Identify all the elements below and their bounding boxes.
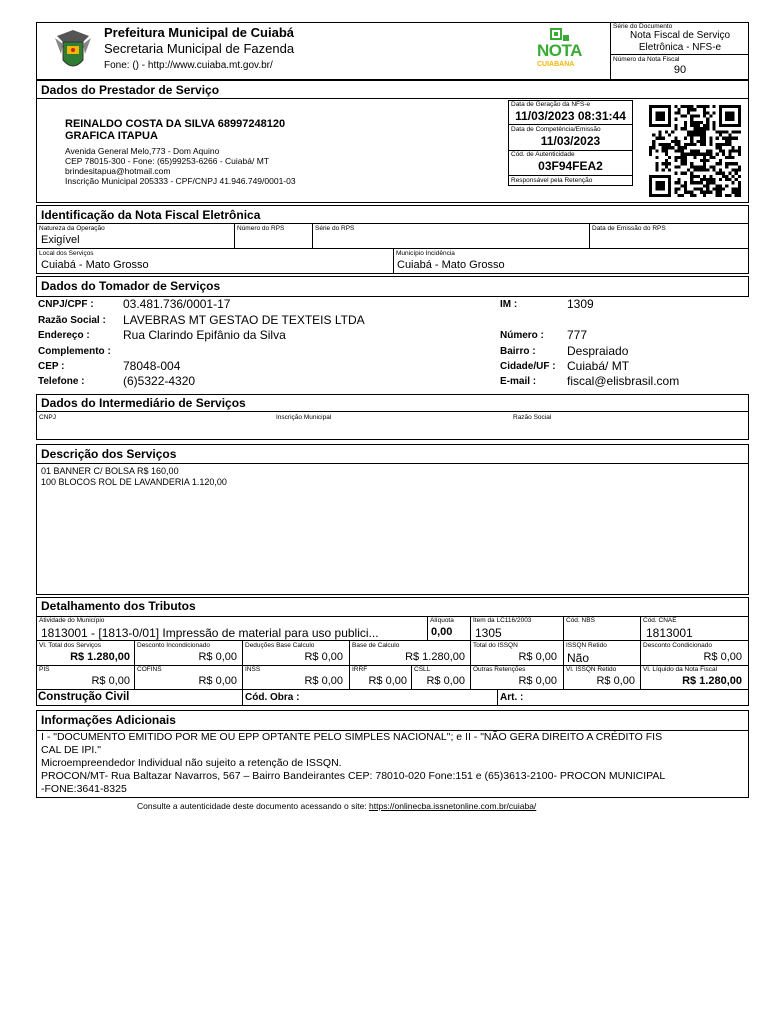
prestador-fantasy: GRAFICA ITAPUA	[65, 130, 158, 142]
serie-value-1: Nota Fiscal de Serviço	[629, 30, 731, 41]
cnae-label: Cód. CNAE	[643, 617, 677, 624]
prestador-cep-phone: CEP 78015-300 - Fone: (65)99253-6266 - Cuiabá/ MT	[65, 156, 269, 166]
numero-value: 777	[567, 328, 588, 342]
endereco-label: Endereço :	[38, 330, 90, 341]
adicionais-line-4: PROCON/MT- Rua Baltazar Navarros, 567 – Bairro Bandeirantes CEP: 78010-020 Fone:151 e (65)3613-2100- PROCON MUNICIPAL	[41, 770, 666, 782]
telefone-label: Telefone :	[38, 376, 85, 387]
aliquota-label: Alíquota	[430, 617, 454, 624]
city-crest-logo	[53, 28, 93, 74]
adicionais-line-2: CAL DE IPI."	[41, 744, 101, 756]
total-servicos-value: R$ 1.280,00	[70, 651, 130, 663]
irrf-label: IRRF	[352, 666, 368, 673]
cofins-value: R$ 0,00	[198, 675, 237, 687]
tomador-title: Dados do Tomador de Serviços	[41, 279, 221, 293]
dept-name: Secretaria Municipal de Fazenda	[104, 41, 295, 56]
adicionais-line-1: I - "DOCUMENTO EMITIDO POR ME OU EPP OPTANTE PELO SIMPLES NACIONAL"; e II - "NÃO GERA DIREITO A CRÉDITO FIS	[41, 731, 663, 743]
desc-incond-label: Desconto Incondicionado	[137, 642, 210, 649]
prestador-name: REINALDO COSTA DA SILVA 68997248120	[65, 118, 286, 130]
cnpj-label: CNPJ/CPF :	[38, 299, 94, 310]
cidade-label: Cidade/UF :	[500, 361, 556, 372]
autenticidade-value: 03F94FEA2	[538, 159, 603, 173]
autenticidade-label: Cód. de Autenticidade	[511, 151, 575, 158]
prestador-inscricao: Inscrição Municipal 205333 - CPF/CNPJ 41.946.749/0001-03	[65, 176, 296, 186]
natureza-value: Exigível	[41, 234, 80, 246]
vl-issqn-retido-value: R$ 0,00	[596, 675, 635, 687]
item-value: 1305	[475, 626, 502, 640]
adicionais-title: Informações Adicionais	[41, 713, 176, 727]
data-rps-label: Data de Emissão do RPS	[592, 225, 666, 232]
bairro-value: Despraiado	[567, 344, 629, 358]
email-value: fiscal@elisbrasil.com	[567, 374, 680, 388]
intermediario-inscricao-label: Inscrição Municipal	[276, 414, 332, 421]
cep-label: CEP :	[38, 361, 65, 372]
qr-code	[648, 105, 742, 197]
natureza-label: Natureza da Operação	[39, 225, 105, 232]
deducoes-value: R$ 0,00	[304, 651, 343, 663]
total-issqn-label: Total do ISSQN	[473, 642, 518, 649]
inss-label: INSS	[245, 666, 261, 673]
geracao-value: 11/03/2023 08:31:44	[515, 109, 626, 123]
complemento-label: Complemento :	[38, 346, 111, 357]
numero-rps-label: Número do RPS	[237, 225, 285, 232]
deducoes-label: Deduções Base Calculo	[245, 642, 315, 649]
intermediario-title: Dados do Intermediário de Serviços	[41, 396, 246, 410]
im-label: IM :	[500, 299, 518, 310]
atividade-label: Atividade do Município	[39, 617, 105, 624]
art-label: Art. :	[500, 692, 524, 703]
liquido-value: R$ 1.280,00	[682, 675, 742, 687]
cidade-value: Cuiabá/ MT	[567, 359, 630, 373]
serie-label: Série do Documento	[613, 23, 673, 30]
adicionais-line-5: -FONE:3641-8325	[41, 783, 127, 795]
identificacao-title: Identificação da Nota Fiscal Eletrônica	[41, 208, 261, 222]
desc-incond-value: R$ 0,00	[198, 651, 237, 663]
tributos-title: Detalhamento dos Tributos	[41, 599, 196, 613]
outras-value: R$ 0,00	[518, 675, 557, 687]
email-label: E-mail :	[500, 376, 537, 387]
base-label: Base de Calculo	[352, 642, 400, 649]
outras-label: Outras Retenções	[473, 666, 526, 673]
retencao-label: Responsável pela Retenção	[511, 177, 593, 184]
desc-cond-label: Desconto Condicionado	[643, 642, 713, 649]
total-issqn-value: R$ 0,00	[518, 651, 557, 663]
adicionais-line-3: Microempreendedor Individual não sujeito a retenção de ISSQN.	[41, 757, 342, 769]
nota-cuiabana-logo	[535, 27, 591, 75]
irrf-value: R$ 0,00	[368, 675, 407, 687]
serie-rps-label: Série do RPS	[315, 225, 355, 232]
csll-value: R$ 0,00	[426, 675, 465, 687]
endereco-value: Rua Clarindo Epifânio da Silva	[123, 328, 286, 342]
aliquota-value: 0,00	[431, 626, 453, 638]
local-value: Cuiabá - Mato Grosso	[41, 259, 149, 271]
cnae-value: 1813001	[646, 626, 693, 640]
prestador-title: Dados do Prestador de Serviço	[41, 83, 220, 97]
local-label: Local dos Serviços	[39, 250, 94, 257]
org-name: Prefeitura Municipal de Cuiabá	[104, 25, 294, 40]
footer-text: Consulte a autenticidade deste documento acessando o site:	[137, 801, 367, 811]
logo-text: NOTA	[537, 41, 582, 60]
telefone-value: (6)5322-4320	[123, 374, 196, 388]
desc-cond-value: R$ 0,00	[703, 651, 742, 663]
municipio-label: Município Incidência	[396, 250, 455, 257]
obra-label: Cód. Obra :	[245, 692, 300, 703]
municipio-value: Cuiabá - Mato Grosso	[397, 259, 505, 271]
total-servicos-label: Vl. Total dos Serviços	[39, 642, 102, 649]
construcao-label: Construção Civil	[38, 691, 130, 703]
footer-link[interactable]: https://onlinecba.issnetonline.com.br/cuiaba/	[369, 801, 537, 811]
bairro-label: Bairro :	[500, 346, 536, 357]
prestador-email: brindesitapua@hotmail.com	[65, 166, 171, 176]
csll-label: CSLL	[414, 666, 431, 673]
item-label: Item da LC116/2003	[473, 617, 532, 624]
servicos-line-2: 100 BLOCOS ROL DE LAVANDERIA 1.120,00	[41, 477, 227, 487]
inss-value: R$ 0,00	[304, 675, 343, 687]
competencia-label: Data de Competência/Emissão	[511, 126, 601, 133]
intermediario-razao-label: Razão Social	[513, 414, 552, 421]
liquido-label: Vl. Líquido da Nota Fiscal	[643, 666, 718, 673]
nbs-label: Cód. NBS	[566, 617, 595, 624]
intermediario-cnpj-label: CNPJ	[39, 414, 56, 421]
razao-value: LAVEBRAS MT GESTAO DE TEXTEIS LTDA	[123, 313, 365, 327]
razao-label: Razão Social :	[38, 315, 106, 326]
cofins-label: COFINS	[137, 666, 162, 673]
cnpj-value: 03.481.736/0001-17	[123, 297, 231, 311]
im-value: 1309	[567, 297, 594, 311]
numero-label: Número :	[500, 330, 544, 341]
footer	[137, 801, 536, 811]
issqn-retido-value: Não	[567, 651, 590, 665]
pis-label: PIS	[39, 666, 50, 673]
header-contact: Fone: () - http://www.cuiaba.mt.gov.br/	[104, 60, 273, 71]
vl-issqn-retido-label: Vl. ISSQN Retido	[566, 666, 617, 673]
pis-value: R$ 0,00	[91, 675, 130, 687]
issqn-retido-label: ISSQN Retido	[566, 642, 607, 649]
logo-subtext: CUIABANA	[537, 61, 575, 68]
geracao-label: Data de Geração da NFS-e	[511, 101, 591, 108]
servicos-title: Descrição dos Serviços	[41, 447, 177, 461]
atividade-value: 1813001 - [1813-0/01] Impressão de material para uso publici...	[41, 626, 379, 640]
competencia-value: 11/03/2023	[540, 134, 601, 148]
numero-nota-value: 90	[673, 64, 687, 76]
numero-nota-label: Número da Nota Fiscal	[613, 56, 680, 63]
prestador-address: Avenida General Melo,773 - Dom Aquino	[65, 146, 220, 156]
serie-value-2: Eletrônica - NFS-e	[638, 42, 722, 53]
cep-value: 78048-004	[123, 359, 181, 373]
base-value: R$ 1.280,00	[405, 651, 465, 663]
servicos-line-1: 01 BANNER C/ BOLSA R$ 160,00	[41, 466, 179, 476]
